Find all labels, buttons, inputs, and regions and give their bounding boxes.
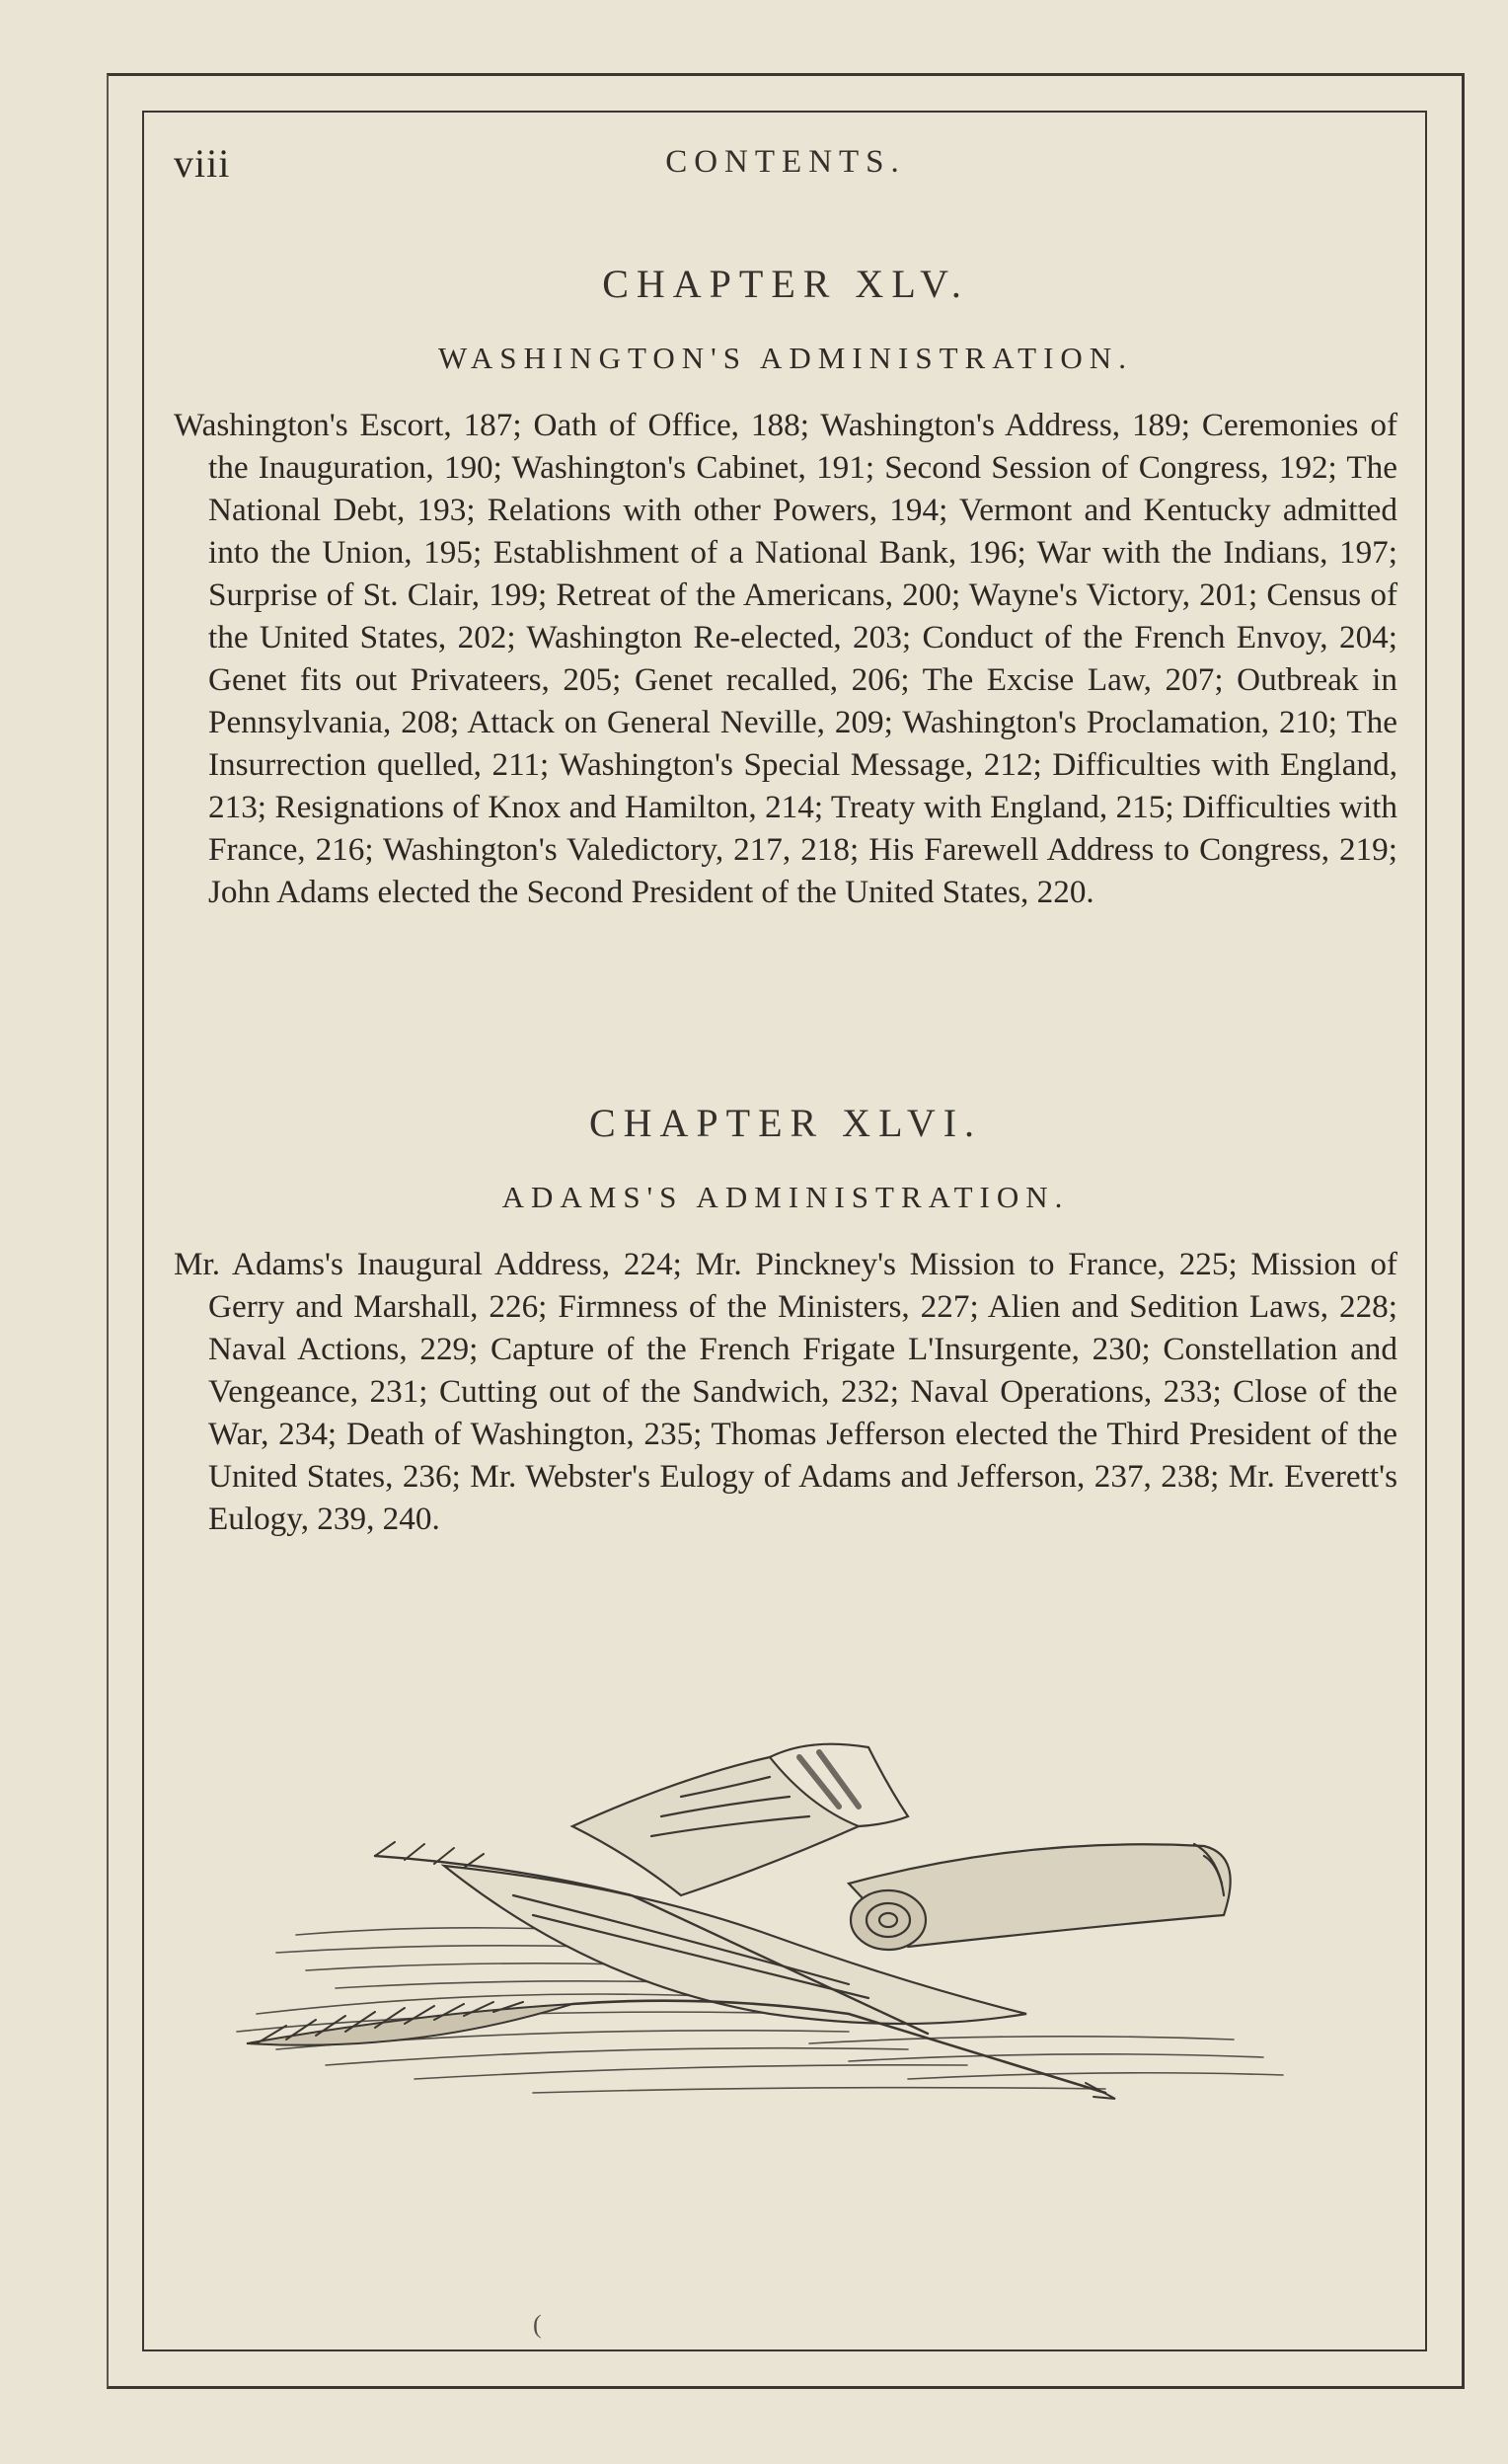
quill-book-scroll-vignette — [217, 1718, 1362, 2132]
chapter-xlv-section — [174, 261, 1397, 913]
chapter-subtitle: WASHINGTON'S ADMINISTRATION. — [438, 341, 1133, 375]
chapter-subtitle: ADAMS'S ADMINISTRATION. — [501, 1180, 1070, 1214]
chapter-title: CHAPTER XLV. — [602, 262, 969, 306]
chapter-contents-paragraph: Washington's Escort, 187; Oath of Office, 188; Washington's Address, 189; Ceremonies of the Inauguration, 190; Washington's Cabinet, 191; Second Session of Congress, 192; The National Debt, 193; Relations with other Powers, 194; Vermont and Kentucky admitted into the Union, 195; Establishment of a National Bank, 196; War with the Indians, 197; Surprise of St. Clair, 199; Retreat of the Americans, 200; Wayne's Victory, 201; Census of the United States, 202; Washington Re-elected, 203; Conduct of the French Envoy, 204; Genet fits out Privateers, 205; Genet recalled, 206; The Excise Law, 207; Outbreak in Pennsylvania, 208; Attack on General Neville, 209; Washington's Proclamation, 210; The Insurrection quelled, 211; Washington's Special Message, 212; Difficulties with England, 213; Resignations of Knox and Hamilton, 214; Treaty with England, 215; Difficulties with France, 216; Washington's Valedictory, 217, 218; His Farewell Address to Congress, 219; John Adams elected the Second President of the United States, 220. — [174, 407, 1397, 910]
chapter-title: CHAPTER XLVI. — [588, 1101, 983, 1145]
chapter-contents-paragraph: Mr. Adams's Inaugural Address, 224; Mr. Pinckney's Mission to France, 225; Mission of Gerry and Marshall, 226; Firmness of the Ministers, 227; Alien and Sedition Laws, 228; Naval Actions, 229; Capture of the French Frigate L'Insurgente, 230; Constellation and Vengeance, 231; Cutting out of the Sandwich, 232; Naval Operations, 233; Close of the War, 234; Death of Washington, 235; Thomas Jefferson elected the Third President of the United States, 236; Mr. Webster's Eulogy of Adams and Jefferson, 237, 238; Mr. Everett's Eulogy, 239, 240. — [174, 1246, 1397, 1537]
footer-mark: ( — [533, 2310, 542, 2339]
page-number: viii — [174, 141, 231, 186]
chapter-xlvi-section — [174, 1100, 1397, 1540]
running-head — [174, 140, 1397, 190]
running-title: CONTENTS. — [665, 144, 906, 180]
